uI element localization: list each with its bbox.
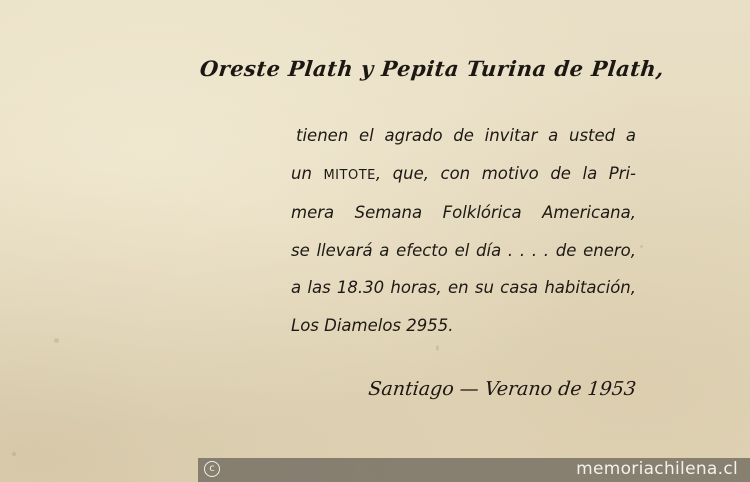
place-date-signature: Santiago — Verano de 1953 [367,378,638,400]
invitation-body [291,117,636,344]
body-word-un: un [291,163,312,183]
body-line-5: a las 18.30 horas, en su casa habitación, [291,278,636,297]
hosts-heading: Oreste Plath y Pepita Turina de Plath, [198,56,666,81]
body-line-4: se llevará a efecto el día . . . . de enero, [291,240,636,260]
body-line-6: Los Diamelos 2955. [291,315,454,335]
body-line-3: mera Semana Folklórica Americana, [291,203,636,222]
body-line-2-rest: , que, con motivo de la Pri- [375,163,636,183]
body-line-1: tienen el agrado de invitar a usted a [296,126,636,145]
site-watermark[interactable]: memoriachilena.cl [576,459,738,479]
copyright-icon: c [204,461,220,477]
body-line-2 [291,155,636,195]
mitote-word: MITOTE [323,167,376,183]
paper-stain [54,338,59,343]
paper-stain [12,452,16,456]
paper-stain [436,345,439,351]
paper-stain [640,245,643,248]
